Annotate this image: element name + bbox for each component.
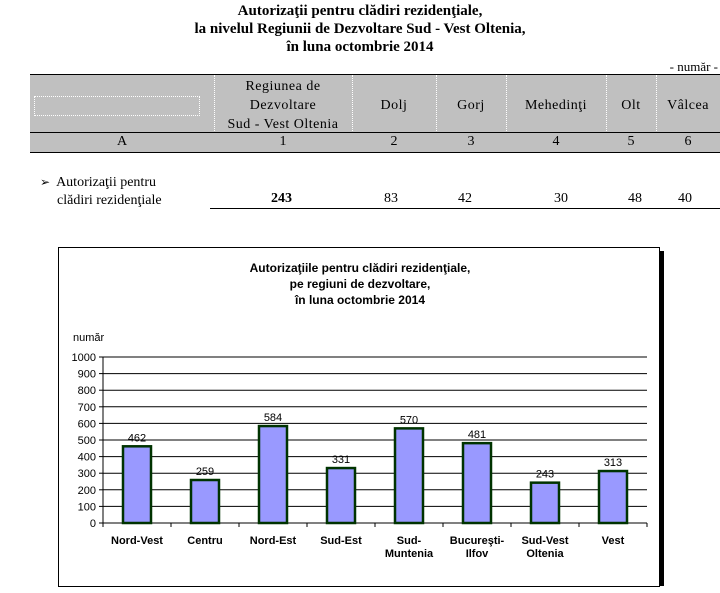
category-label: Sud-Est [320,535,362,547]
header-dolj: Dolj [380,98,408,113]
y-tick-label: 0 [89,518,96,530]
data-label: 462 [127,432,147,445]
data-label: 584 [263,412,283,425]
unit-note: - număr - [669,59,718,74]
category-label: Nord-Est [249,535,297,547]
chart-title-line-3: în luna octombrie 2014 [294,293,426,307]
category-label: Ilfov [465,548,489,560]
category-label: Oltenia [526,548,564,560]
column-number: 6 [684,134,692,149]
category-label: Sud- [396,535,422,547]
column-number: 5 [627,134,635,149]
y-tick-label: 400 [77,451,96,464]
table-cell-gorj: 42 [458,191,472,206]
data-label: 481 [467,429,487,442]
header-empty-box [34,96,200,116]
y-axis-label: număr [73,332,105,344]
y-tick-label: 300 [77,468,96,481]
category-label: Vest [601,535,625,547]
bar [327,468,355,523]
header-region-line-3: Sud - Vest Oltenia [227,117,339,132]
column-number: 2 [390,134,398,149]
arrow-bullet-icon: ➢ [40,175,51,189]
bar-chart [59,248,661,588]
bar [395,428,423,523]
category-label: Sud-Vest [521,535,569,547]
chart-frame [58,247,660,587]
table-numbering-row [30,132,720,153]
header-olt: Olt [621,98,641,113]
chart-title-line-2: pe regiuni de dezvoltare, [289,277,431,291]
header-valcea: Vâlcea [667,98,709,113]
table-cell-dolj: 83 [384,191,398,206]
table-cell-mehedinti: 30 [554,191,568,206]
row-underline [210,208,720,209]
table-header [30,74,720,133]
table-cell-olt: 48 [628,191,642,206]
data-label: 570 [399,414,419,427]
chart-title-line-1: Autorizaţiile pentru clădiri rezidenţiale, [249,261,471,275]
category-label: Muntenia [384,548,434,560]
y-tick-label: 200 [77,484,96,497]
column-number: 3 [467,134,475,149]
y-tick-label: 600 [77,418,96,431]
header-region-line-2: Dezvoltare [249,98,317,113]
y-tick-label: 1000 [71,352,96,364]
y-tick-label: 500 [77,435,96,447]
bar [531,483,559,523]
table-cell-valcea: 40 [678,191,692,206]
column-number: A [116,134,128,149]
title-line-3: în luna octombrie 2014 [286,39,434,55]
y-tick-label: 700 [77,401,96,414]
bar [123,446,151,523]
title-line-2: la nivelul Regiunii de Dezvoltare Sud - Vest Oltenia, [194,21,526,37]
bar [259,426,287,523]
bar [599,471,627,523]
header-gorj: Gorj [457,98,485,113]
row-label-line-1: Autorizaţii pentru [56,175,156,190]
y-tick-label: 100 [77,501,96,514]
column-number: 1 [279,134,287,149]
data-label: 313 [603,457,623,470]
bar [463,443,491,523]
row-label-line-2: clădiri rezidenţiale [57,193,162,208]
y-tick-label: 800 [77,385,96,398]
category-label: Bucureşti- [449,535,505,547]
y-tick-label: 900 [77,368,96,381]
bar [191,480,219,523]
category-label: Nord-Vest [111,535,163,547]
category-label: Centru [187,535,223,547]
data-label: 331 [331,454,351,467]
data-label: 259 [195,466,215,479]
column-number: 4 [552,134,560,149]
header-region [214,77,352,134]
row-label [40,173,162,210]
header-region-line-1: Regiunea de [245,79,321,94]
page-title [0,2,720,56]
data-label: 243 [535,468,555,481]
title-line-1: Autorizaţii pentru clădiri rezidenţiale, [237,3,483,19]
header-mehedinti: Mehedinţi [524,98,588,113]
table-cell-region: 243 [271,191,292,206]
